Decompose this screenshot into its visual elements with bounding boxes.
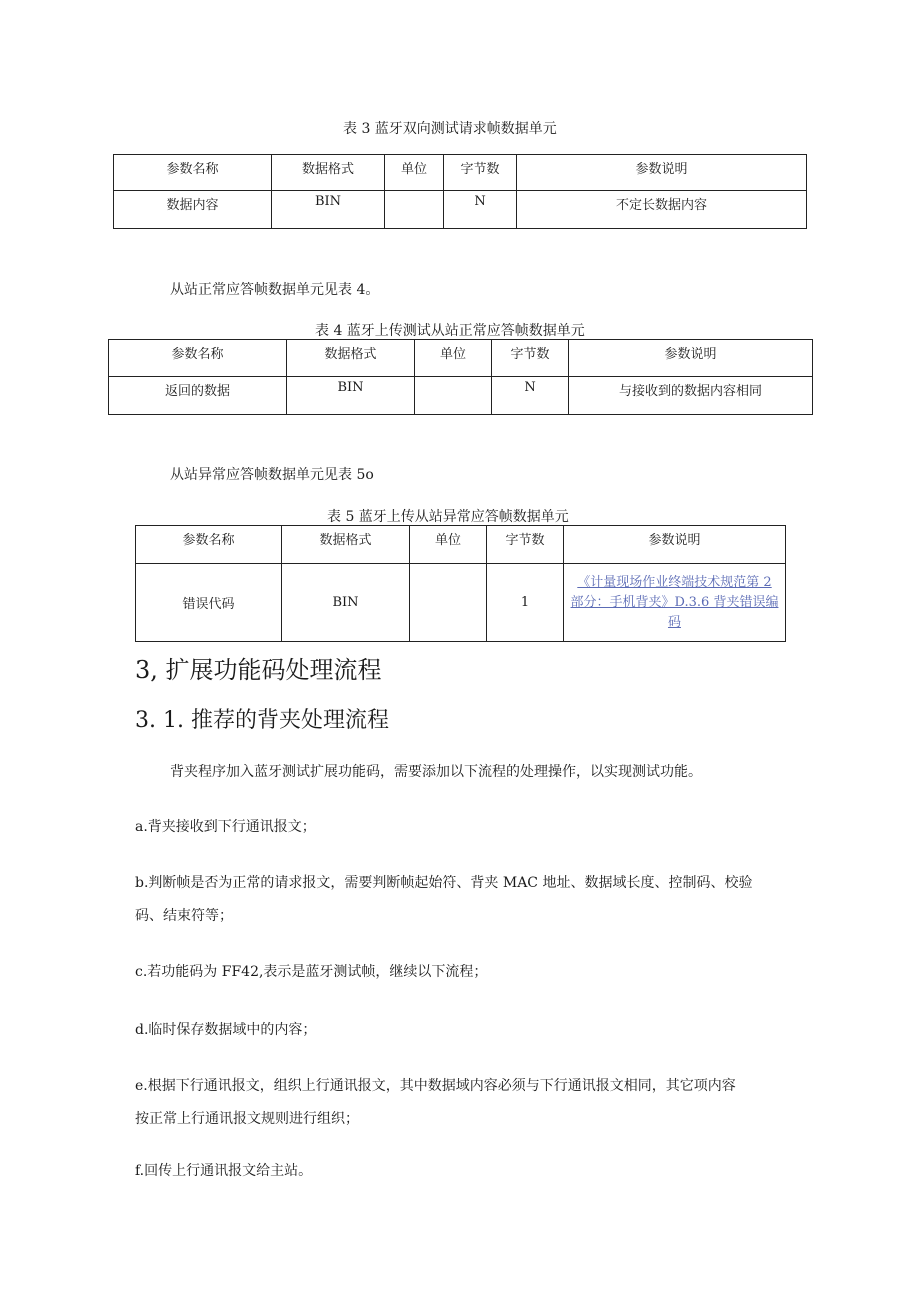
table5-cell-unit bbox=[410, 564, 487, 642]
table4-header-format: 数据格式 bbox=[287, 340, 415, 377]
table5-header-format: 数据格式 bbox=[282, 526, 410, 564]
table4-header-unit: 单位 bbox=[415, 340, 492, 377]
table5-cell-bytes: 1 bbox=[487, 564, 564, 642]
table4-header-bytes: 字节数 bbox=[492, 340, 569, 377]
table3-cell-format: BIN bbox=[272, 191, 385, 229]
table5-cell-name: 错误代码 bbox=[136, 564, 282, 642]
spec-link-line-3[interactable]: 码 bbox=[667, 614, 681, 630]
step-b-line-1: b.判断帧是否为正常的请求报文，需要判断帧起始符、背夹 MAC 地址、数据域长度、控制码、校验 bbox=[135, 875, 753, 891]
step-d: d.临时保存数据域中的内容； bbox=[135, 1022, 317, 1038]
table4-header-desc: 参数说明 bbox=[569, 340, 813, 377]
para-table5-ref: 从站异常应答帧数据单元见表 5o bbox=[170, 467, 374, 483]
table3-header-format: 数据格式 bbox=[272, 155, 385, 191]
table5-header-desc: 参数说明 bbox=[564, 526, 786, 564]
table3-header-unit: 单位 bbox=[385, 155, 444, 191]
spec-link-line-2[interactable]: 部分：手机背夹》D.3.6 背夹错误编 bbox=[570, 594, 779, 610]
para-table4-ref: 从站正常应答帧数据单元见表 4。 bbox=[170, 282, 380, 298]
table3-cell-name: 数据内容 bbox=[114, 191, 272, 229]
table4-cell-bytes: N bbox=[492, 377, 569, 415]
heading-section-3: 3, 扩展功能码处理流程 bbox=[135, 656, 382, 684]
table4-cell-desc: 与接收到的数据内容相同 bbox=[569, 377, 813, 415]
table5-header-name: 参数名称 bbox=[136, 526, 282, 564]
table5 bbox=[135, 525, 786, 642]
table5-header-bytes: 字节数 bbox=[487, 526, 564, 564]
step-b-line-2: 码、结束符等； bbox=[135, 908, 233, 924]
table3-cell-bytes: N bbox=[444, 191, 517, 229]
table5-cell-desc bbox=[564, 564, 786, 642]
table3-caption: 表 3 蓝牙双向测试请求帧数据单元 bbox=[343, 121, 557, 137]
table4 bbox=[108, 339, 813, 415]
table5-cell-format: BIN bbox=[282, 564, 410, 642]
table3-header-desc: 参数说明 bbox=[517, 155, 807, 191]
step-a: a.背夹接收到下行通讯报文； bbox=[135, 819, 316, 835]
heading-section-3-1: 3. 1. 推荐的背夹处理流程 bbox=[135, 708, 389, 733]
table4-cell-format: BIN bbox=[287, 377, 415, 415]
table4-cell-name: 返回的数据 bbox=[109, 377, 287, 415]
step-e-line-2: 按正常上行通讯报文规则进行组织； bbox=[135, 1111, 359, 1127]
table3 bbox=[113, 154, 807, 229]
table3-header-name: 参数名称 bbox=[114, 155, 272, 191]
table3-cell-desc: 不定长数据内容 bbox=[517, 191, 807, 229]
table4-header-name: 参数名称 bbox=[109, 340, 287, 377]
spec-reference-link[interactable] bbox=[566, 573, 783, 633]
table4-cell-unit bbox=[415, 377, 492, 415]
table3-header-bytes: 字节数 bbox=[444, 155, 517, 191]
table5-caption: 表 5 蓝牙上传从站异常应答帧数据单元 bbox=[327, 509, 569, 525]
table4-caption: 表 4 蓝牙上传测试从站正常应答帧数据单元 bbox=[315, 323, 585, 339]
intro-paragraph: 背夹程序加入蓝牙测试扩展功能码，需要添加以下流程的处理操作，以实现测试功能。 bbox=[170, 764, 702, 780]
table5-header-unit: 单位 bbox=[410, 526, 487, 564]
table3-cell-unit bbox=[385, 191, 444, 229]
step-f: f.回传上行通讯报文给主站。 bbox=[135, 1163, 313, 1179]
spec-link-line-1[interactable]: 《计量现场作业终端技术规范第 2 bbox=[577, 574, 772, 590]
step-e-line-1: e.根据下行通讯报文，组织上行通讯报文，其中数据域内容必须与下行通讯报文相同，其它项内容 bbox=[135, 1078, 736, 1094]
step-c: c.若功能码为 FF42,表示是蓝牙测试帧，继续以下流程； bbox=[135, 964, 488, 980]
